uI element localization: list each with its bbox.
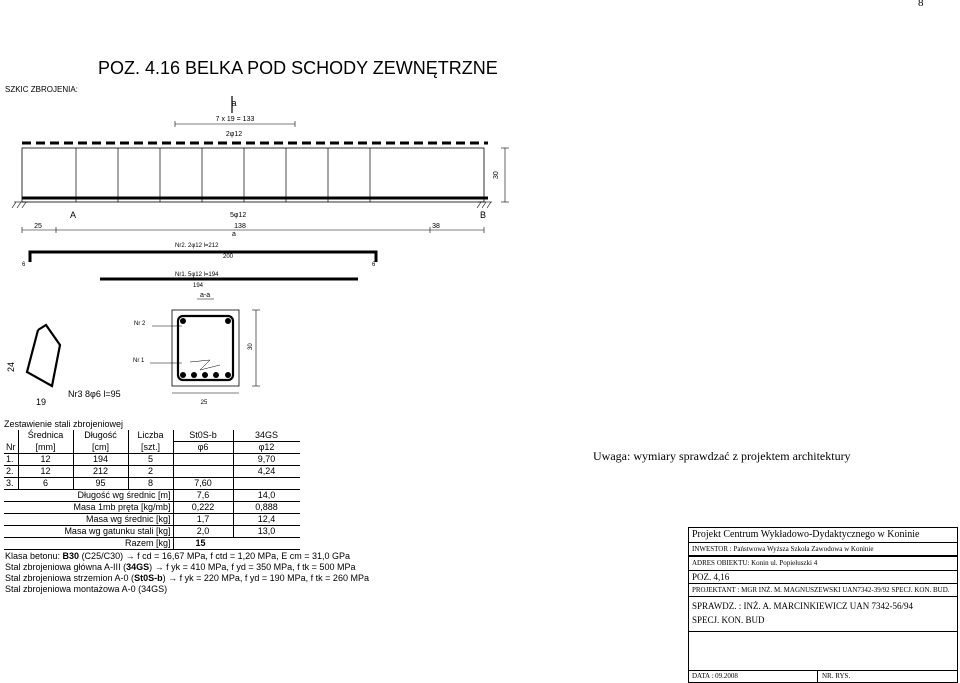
material-notes: [5, 551, 369, 595]
stirrups: [76, 148, 370, 202]
bar-schedule-drawing: [0, 238, 400, 298]
col-diameter-unit: [mm]: [18, 442, 73, 454]
beam-outline: [22, 148, 484, 202]
col-nr: Nr: [4, 442, 18, 454]
bar2-hook-left: 6: [22, 262, 26, 268]
section-mark-bottom: a: [232, 231, 236, 238]
cell-g2: [233, 478, 300, 490]
top-bars-label: 2φ12: [225, 131, 243, 138]
total-value: 15: [173, 538, 300, 550]
tb-drawing-no: NR. RYS.: [822, 672, 851, 680]
sum-g1: 2,0: [173, 526, 233, 538]
concrete-prefix: Klasa betonu:: [5, 551, 63, 561]
section-height: 30: [248, 343, 254, 350]
stirrup-label: Nr3 8φ6 l=95: [68, 389, 121, 399]
cell-g1: [173, 454, 233, 466]
stirrup-steel-grade: St0S-b: [134, 573, 163, 583]
cell-g2: 4,24: [233, 466, 300, 478]
sum-label: Masa 1mb pręta [kg/mb]: [4, 502, 173, 514]
cell-g1: [173, 466, 233, 478]
height-dim: 30: [493, 171, 500, 179]
section-title: a-a: [200, 292, 211, 299]
page-title: POZ. 4.16 BELKA POD SCHODY ZEWNĘTRZNE: [98, 58, 498, 78]
support-b: B: [480, 210, 487, 220]
table-row: [4, 490, 300, 502]
sum-g1: 0,222: [173, 502, 233, 514]
cell-len: 212: [73, 466, 128, 478]
tb-date: DATA : 09.2008: [689, 671, 818, 682]
col-length: Długość: [73, 430, 128, 442]
table-row: [4, 466, 300, 478]
tb-footer: [688, 670, 958, 683]
tb-designer: PROJEKTANT : MGR INŻ. M. MAGNUSZEWSKI UAN7342-39/92 SPECJ. KON. BUD.: [688, 583, 958, 596]
col-count: Liczba: [128, 430, 173, 442]
bar1-length: 194: [193, 283, 204, 289]
table-row: [4, 502, 300, 514]
tb-investor: INWESTOR : Państwowa Wyższa Szkoła Zawodowa w Koninie: [688, 542, 958, 555]
sum-g2: 12,4: [233, 514, 300, 526]
main-steel-props: f yk = 410 MPa, f yd = 350 MPa, f tk = 500 MPa: [166, 562, 356, 572]
cell-len: 194: [73, 454, 128, 466]
tb-checked: [688, 596, 958, 631]
stirrup-steel-prefix: Stal zbrojeniowa strzemion A-0 (: [5, 573, 135, 583]
table-row: [4, 454, 300, 466]
tb-position: POZ. 4,16: [688, 570, 958, 583]
page-number: 8: [918, 0, 924, 9]
tb-blank: [688, 631, 958, 670]
col-length-unit: [cm]: [73, 442, 128, 454]
concrete-class: B30: [62, 551, 80, 561]
spacing-dim: 7 x 19 = 133: [215, 116, 255, 123]
supports: [12, 202, 492, 208]
sum-g1: 1,7: [173, 514, 233, 526]
main-steel-note: [5, 562, 369, 573]
grade1-dia: φ6: [173, 442, 233, 454]
cross-section-drawing: [0, 290, 270, 410]
section-mark-top: a: [231, 98, 237, 108]
sum-g2: 14,0: [233, 490, 300, 502]
cell-nr: 2.: [4, 466, 18, 478]
sum-g1: 7,6: [173, 490, 233, 502]
bar2-length: 200: [222, 254, 234, 260]
cell-nr: 3.: [4, 478, 18, 490]
cell-count: 8: [128, 478, 173, 490]
bar2-tag: Nr 2: [134, 321, 146, 327]
table-row: [4, 514, 300, 526]
cell-dia: 12: [18, 454, 73, 466]
arrow-icon: →: [154, 562, 164, 572]
section-stirrup: [178, 316, 233, 380]
concrete-note: [5, 551, 369, 562]
main-steel-prefix: Stal zbrojeniowa główna A-III (: [5, 562, 127, 572]
dim-right: 38: [432, 223, 440, 230]
grade1: St0S-b: [173, 430, 233, 442]
cell-dia: 12: [18, 466, 73, 478]
cell-g2: 9,70: [233, 454, 300, 466]
total-label: Razem [kg]: [4, 538, 173, 550]
main-steel-grade: 34GS: [126, 562, 150, 572]
stirrup-width: 19: [36, 397, 47, 407]
bottom-bars-label: 5φ12: [230, 212, 247, 219]
concrete-class-eu: (C25/C30): [79, 551, 124, 561]
sum-label: Długość wg średnic [m]: [4, 490, 173, 502]
col-diameter: Średnica: [18, 430, 73, 442]
stirrup-steel-note: [5, 573, 369, 584]
sum-label: Masa wg gatunku stali [kg]: [4, 526, 173, 538]
table-row: [4, 526, 300, 538]
sum-label: Masa wg średnic [kg]: [4, 514, 173, 526]
grade2-dia: φ12: [233, 442, 300, 454]
sum-g2: 13,0: [233, 526, 300, 538]
table-row: [4, 538, 300, 550]
bar2-hook-right: 6: [372, 262, 376, 268]
cell-nr: 1.: [4, 454, 18, 466]
bar1-label: Nr1. 5φ12 l=194: [175, 272, 219, 278]
stirrup-steel-props: f yk = 220 MPa, f yd = 190 MPa, f tk = 260 MPa: [179, 573, 369, 583]
stirrup-steel-suffix: ): [162, 573, 166, 583]
tb-checked-line1: SPRAWDZ. : INŻ. A. MARCINKIEWICZ UAN 7342-56/94: [692, 601, 914, 611]
stirrup-shape: [27, 325, 60, 386]
steel-table: [4, 430, 300, 550]
support-a: A: [70, 210, 77, 220]
table-row: [4, 478, 300, 490]
dim-mid: 138: [234, 223, 246, 230]
tb-checked-line2: SPECJ. KON. BUD: [692, 615, 765, 625]
arrow-icon: →: [168, 573, 178, 583]
stirrup-height: 24: [6, 361, 16, 372]
cell-dia: 6: [18, 478, 73, 490]
bar2-label: Nr2. 2φ12 l=212: [175, 243, 219, 249]
tb-address: ADRES OBIEKTU: Konin ul. Popiełuszki 4: [688, 555, 958, 570]
sum-g2: 0,888: [233, 502, 300, 514]
bar1-tag: Nr 1: [133, 358, 145, 364]
title-block: [688, 527, 958, 683]
cell-count: 2: [128, 466, 173, 478]
steel-table-title: Zestawienie stali zbrojeniowej: [4, 419, 124, 429]
cell-count: 5: [128, 454, 173, 466]
cell-len: 95: [73, 478, 128, 490]
section-width: 25: [200, 400, 208, 406]
tb-project: Projekt Centrum Wykładowo-Dydaktycznego w Koninie: [688, 527, 958, 542]
cell-g1: 7,60: [173, 478, 233, 490]
bar2-shape: [30, 252, 376, 262]
sketch-label: SZKIC ZBROJENIA:: [5, 85, 78, 94]
assembly-steel-note: Stal zbrojeniowa montażowa A-0 (34GS): [5, 584, 168, 594]
arrow-icon: →: [125, 551, 135, 561]
dim-left: 25: [34, 223, 42, 230]
grade2: 34GS: [233, 430, 300, 442]
main-steel-suffix: ): [149, 562, 153, 572]
remark: Uwaga: wymiary sprawdzać z projektem architektury: [593, 449, 851, 463]
concrete-props: f cd = 16,67 MPa, f ctd = 1,20 MPa, E cm = 31,0 GPa: [137, 551, 350, 561]
col-count-unit: [szt.]: [128, 442, 173, 454]
